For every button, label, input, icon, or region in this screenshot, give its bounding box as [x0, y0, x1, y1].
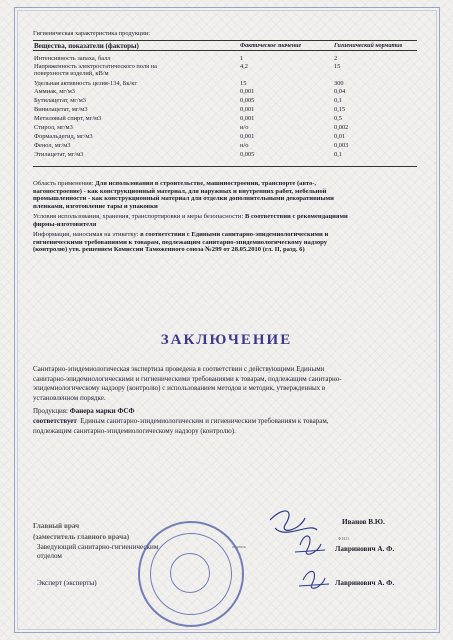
conditions-label: Условия использования, хранения, транспортировки и меры безопасности:	[33, 213, 244, 220]
row-name: Фенол, мг/м3	[34, 142, 71, 149]
row-name: Удельная активность цезия-134, Бк/кг	[34, 80, 138, 87]
compliance-line: Единым санитарно-эпидемиологическим и гигиеническим требованиям к товарам,	[80, 417, 329, 425]
row-norm: 15	[334, 63, 341, 70]
compliance-paragraph	[33, 417, 421, 436]
compliance-line: подлежащим санитарно-эпидемиологическому надзору (контролю).	[33, 426, 236, 435]
row-actual: 15	[240, 80, 247, 87]
header-substances: Вещества, показатели (факторы)	[34, 42, 139, 50]
chief-doctor-title: Главный врач	[33, 522, 80, 530]
row-actual: н/о	[240, 142, 249, 149]
compliance-label: соответствует	[33, 417, 77, 425]
labeling-paragraph	[33, 231, 421, 254]
hygiene-characteristic-intro: Гигиеническая характеристика продукции:	[33, 30, 150, 37]
row-norm: 0,1	[334, 151, 342, 158]
row-norm: 0,15	[334, 106, 346, 113]
labeling-line: гигиеническими требованиями к товарам, подлежащим санитарно-эпидемиологическому надзору	[33, 238, 328, 246]
conclusion-line: Санитарно-эпидемиологическая экспертиза проведена в соответствии с действующими Едиными	[33, 365, 325, 373]
chief-deputy-title: (заместитель главного врача)	[33, 533, 130, 541]
row-name: Интенсивность запаха, балл	[34, 55, 111, 62]
labeling-label: Информация, наносимая на этикетку:	[33, 231, 139, 238]
row-name: Формальдегид, мг/м3	[34, 133, 93, 140]
row-norm: 0,01	[334, 133, 346, 140]
row-name: поверхности изделий, кВ/м	[34, 70, 109, 77]
conditions-line: В соответствии с рекомендациями	[244, 213, 348, 220]
table-row	[33, 70, 417, 80]
head-dept-title: Заведующий санитарно-гигиеническим	[37, 543, 159, 551]
row-norm: 300	[334, 80, 344, 87]
row-actual: 0,001	[240, 133, 255, 140]
row-norm: 0,003	[334, 142, 349, 149]
conclusion-line: эпидемиологическому надзору (контролю) с использованием методов и методик, утвержденных в	[33, 384, 326, 393]
row-name: Метиловый спирт, мг/м3	[34, 115, 102, 122]
scope-line: Для использования в строительстве, машиностроении, транспорте (авто-,	[95, 180, 317, 187]
conditions-paragraph	[33, 213, 421, 228]
chief-name: Иванов В.Ю.	[342, 518, 385, 526]
row-name: Бутилацетат, мг/м3	[34, 97, 86, 104]
table-header-row	[33, 42, 417, 52]
row-actual: 0,005	[240, 151, 255, 158]
row-name: Напряженность электростатического поля на	[34, 63, 157, 70]
conditions-line: фирмы-изготовителя	[33, 220, 97, 228]
row-norm: 0,1	[334, 97, 342, 104]
header-actual-value: Фактическое значение	[240, 43, 302, 49]
row-actual: 0,001	[240, 115, 255, 122]
conclusion-line: установленном порядке.	[33, 393, 106, 402]
row-actual: 1	[240, 55, 244, 62]
row-name: Стирол, мг/м3	[34, 124, 73, 131]
row-norm: 0,5	[334, 115, 342, 122]
row-norm: 0,002	[334, 124, 349, 131]
conclusion-line: санитарно-эпидемиологическими и гигиеническими требованиями к товарам, подлежащим санитарно-	[33, 374, 342, 383]
scope-line: пленками, изготовление тары и упаковки	[33, 202, 158, 210]
labeling-line: в соответствии с Едиными санитарно-эпидемиологическими и	[140, 231, 329, 238]
header-hygienic-norm: Гигиенический норматив	[334, 43, 403, 49]
product-label: Продукция:	[33, 407, 68, 415]
handwritten-signatures	[255, 500, 335, 600]
row-name: Аммиак, мг/м3	[34, 88, 75, 95]
signature-caption: подпись	[232, 544, 246, 549]
expert-title: Эксперт (эксперты)	[37, 579, 97, 587]
conclusion-title: ЗАКЛЮЧЕНИЕ	[160, 332, 293, 348]
table-row	[33, 151, 417, 161]
labeling-line: (контролю) утв. решением Комиссии Таможенного союза №299 от 28.05.2010 (гл. II, разд. 6)	[33, 246, 305, 254]
row-actual: 0,001	[240, 88, 255, 95]
scope-paragraph	[33, 180, 421, 210]
stamp-core	[170, 553, 210, 593]
row-actual: н/о	[240, 124, 249, 131]
head-dept-name: Лавринович А. Ф.	[335, 545, 395, 553]
product-name: Фанера марки ФСФ	[69, 407, 135, 415]
scope-line: вагоностроение) - как конструкционный материал, для наружных и внутренних работ, мебельной	[33, 187, 327, 195]
scope-label: Область применения:	[33, 180, 94, 187]
product-line	[33, 407, 421, 417]
row-name: Этилацетат, мг/м3	[34, 151, 84, 158]
row-norm: 2	[334, 55, 338, 62]
name-caption: Ф.И.О.	[338, 536, 350, 541]
row-actual: 0,005	[240, 97, 255, 104]
expert-name: Лавринович А. Ф.	[335, 579, 395, 587]
head-dept-title-2: отделом	[37, 552, 62, 560]
row-name: Винилацетат, мг/м3	[34, 106, 88, 113]
row-norm: 0,04	[334, 88, 346, 95]
official-stamp	[138, 521, 244, 627]
conclusion-text	[33, 365, 421, 403]
row-actual: 0,001	[240, 106, 255, 113]
scope-line: промышленности - как конструкционный материал для отделки дополнительными декоративными	[33, 195, 334, 203]
row-actual: 4,2	[240, 63, 248, 70]
